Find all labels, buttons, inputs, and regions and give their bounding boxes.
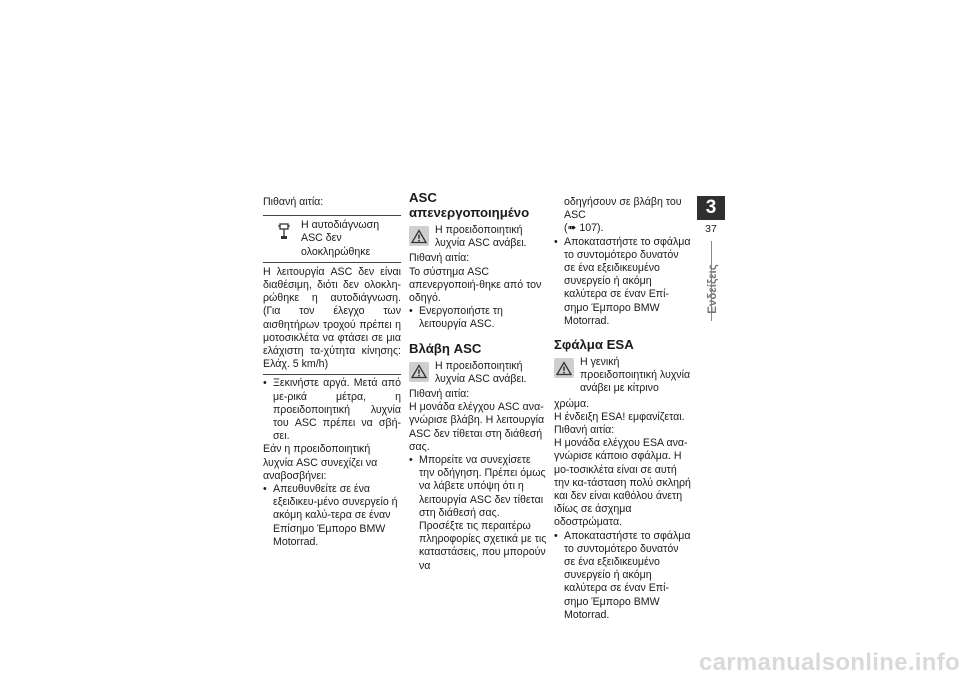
indicator-text: Η προειδοποιητική λυχνία ASC ανάβει. — [435, 224, 527, 250]
indicator-text-continued: χρώμα. — [554, 397, 590, 410]
bullet-list-1 — [263, 377, 401, 443]
warning-triangle-icon — [409, 226, 429, 246]
bullet-list — [409, 305, 547, 331]
bullet-list-2 — [263, 483, 401, 549]
list-item: • Αποκαταστήστε το σφάλμα το συντομότερο δυνατόν σε ένα εξειδικευμένο συνεργείο ή ακόμη καλύτερα σε έναν Επί-σημο Έμπορο BMW Motorrad. — [554, 236, 692, 328]
list-item: • Ξεκινήστε αργά. Μετά από με-ρικά μέτρα, η προειδοποιητική λυχνία του ASC πρέπει να σβή-σει. — [263, 377, 401, 443]
indicator-row — [409, 360, 547, 386]
cause-label: Πιθανή αιτία: — [409, 252, 470, 265]
list-item: • Απευθυνθείτε σε ένα εξειδικευ-μένο συνεργείο ή ακόμη καλύ-τερα σε έναν Επίσημο Έμπορο BMW Motorrad. — [263, 483, 401, 549]
heading-asc-off: ASC απενεργοποιημένο — [409, 190, 530, 220]
indicator-row — [409, 224, 547, 250]
heading-esa-fault: Σφάλμα ESA — [554, 337, 634, 353]
cause-label: Πιθανή αιτία: — [554, 424, 615, 437]
warning-triangle-icon — [409, 362, 429, 382]
cause-text: Το σύστημα ASC απενεργοποιή-θηκε από τον οδηγό. — [409, 265, 542, 305]
section-label: Ενδείξεις — [707, 264, 719, 314]
bullet-list — [554, 530, 692, 622]
list-item: • Αποκαταστήστε το σφάλμα το συντομότερο δυνατόν σε ένα εξειδικευμένο συνεργείο ή ακόμη καλύτερα σε έναν Επί-σημο Έμπορο BMW Motorrad. — [554, 530, 692, 622]
indicator-text: Η γενική προειδοποιητική λυχνία ανάβει με κίτρινο — [580, 356, 691, 395]
chapter-tab — [697, 196, 725, 241]
continued-text: οδηγήσουν σε βλάβη του ASC — [564, 196, 682, 222]
warning-box — [263, 215, 401, 375]
chapter-number: 3 — [697, 196, 725, 220]
warning-title: Η αυτοδιάγνωση ASC δεν ολοκληρώθηκε — [301, 219, 380, 258]
list-item: • Ενεργοποιήστε τη λειτουργία ASC. — [409, 305, 547, 331]
column-3 — [554, 196, 692, 622]
page-reference-link[interactable]: (➠ 107). — [564, 222, 604, 235]
paragraph: Εάν η προειδοποιητική λυχνία ASC συνεχίζει να αναβοσβήνει: — [263, 443, 378, 482]
list-item: • Μπορείτε να συνεχίσετε την οδήγηση. Πρέπει όμως να λάβετε υπόψη ότι η λειτουργία ASC δεν τίθεται στη διάθεσή σας. Προσέξτε τις περαιτέρω πληροφορίες σχετικά με τις καταστάσεις, που μπορούν να — [409, 454, 547, 573]
wheel-sensor-icon — [275, 221, 295, 241]
warning-triangle-icon — [554, 358, 574, 378]
indicator-text: Η προειδοποιητική λυχνία ASC ανάβει. — [435, 359, 527, 385]
column-1 — [263, 196, 401, 549]
page-number: 37 — [705, 223, 717, 235]
bullet-list — [409, 454, 547, 573]
warning-header — [263, 219, 401, 263]
cause-label: Πιθανή αιτία: — [263, 196, 324, 208]
column-2 — [409, 190, 547, 573]
heading-asc-fault: Βλάβη ASC — [409, 340, 482, 356]
cause-text: Η μονάδα ελέγχου ESA ανα-γνώρισε κάποιο σφάλμα. Η μο-τοσικλέτα είναι σε αυτή την κα-τάσταση πολύ σκληρή και δεν είναι καθόλου άνετη ιδίως σε άσχημα οδοστρώματα. — [554, 437, 691, 529]
cause-text: Η μονάδα ελέγχου ASC ανα-γνώρισε βλάβη. Η λειτουργία ASC δεν τίθεται στη διάθεσή σας. — [409, 401, 545, 453]
display-text: Η ένδειξη ESA! εμφανίζεται. — [554, 410, 685, 423]
cause-label: Πιθανή αιτία: — [409, 388, 470, 401]
bullet-list — [554, 236, 692, 328]
indicator-row — [554, 356, 692, 396]
warning-body: Η λειτουργία ASC δεν είναι διαθέσιμη, διότι δεν ολοκλη-ρώθηκε η αυτοδιάγνωση. (Για τον έλεγχο των αισθητήρων τροχού πρέπει η μοτοσικλέτα να φτάσει σε μια ελάχιστη τα-χύτητα κίνησης: Ελάχ. 5 km/h) — [263, 265, 401, 371]
watermark: carmanualsonline.info — [698, 649, 960, 676]
